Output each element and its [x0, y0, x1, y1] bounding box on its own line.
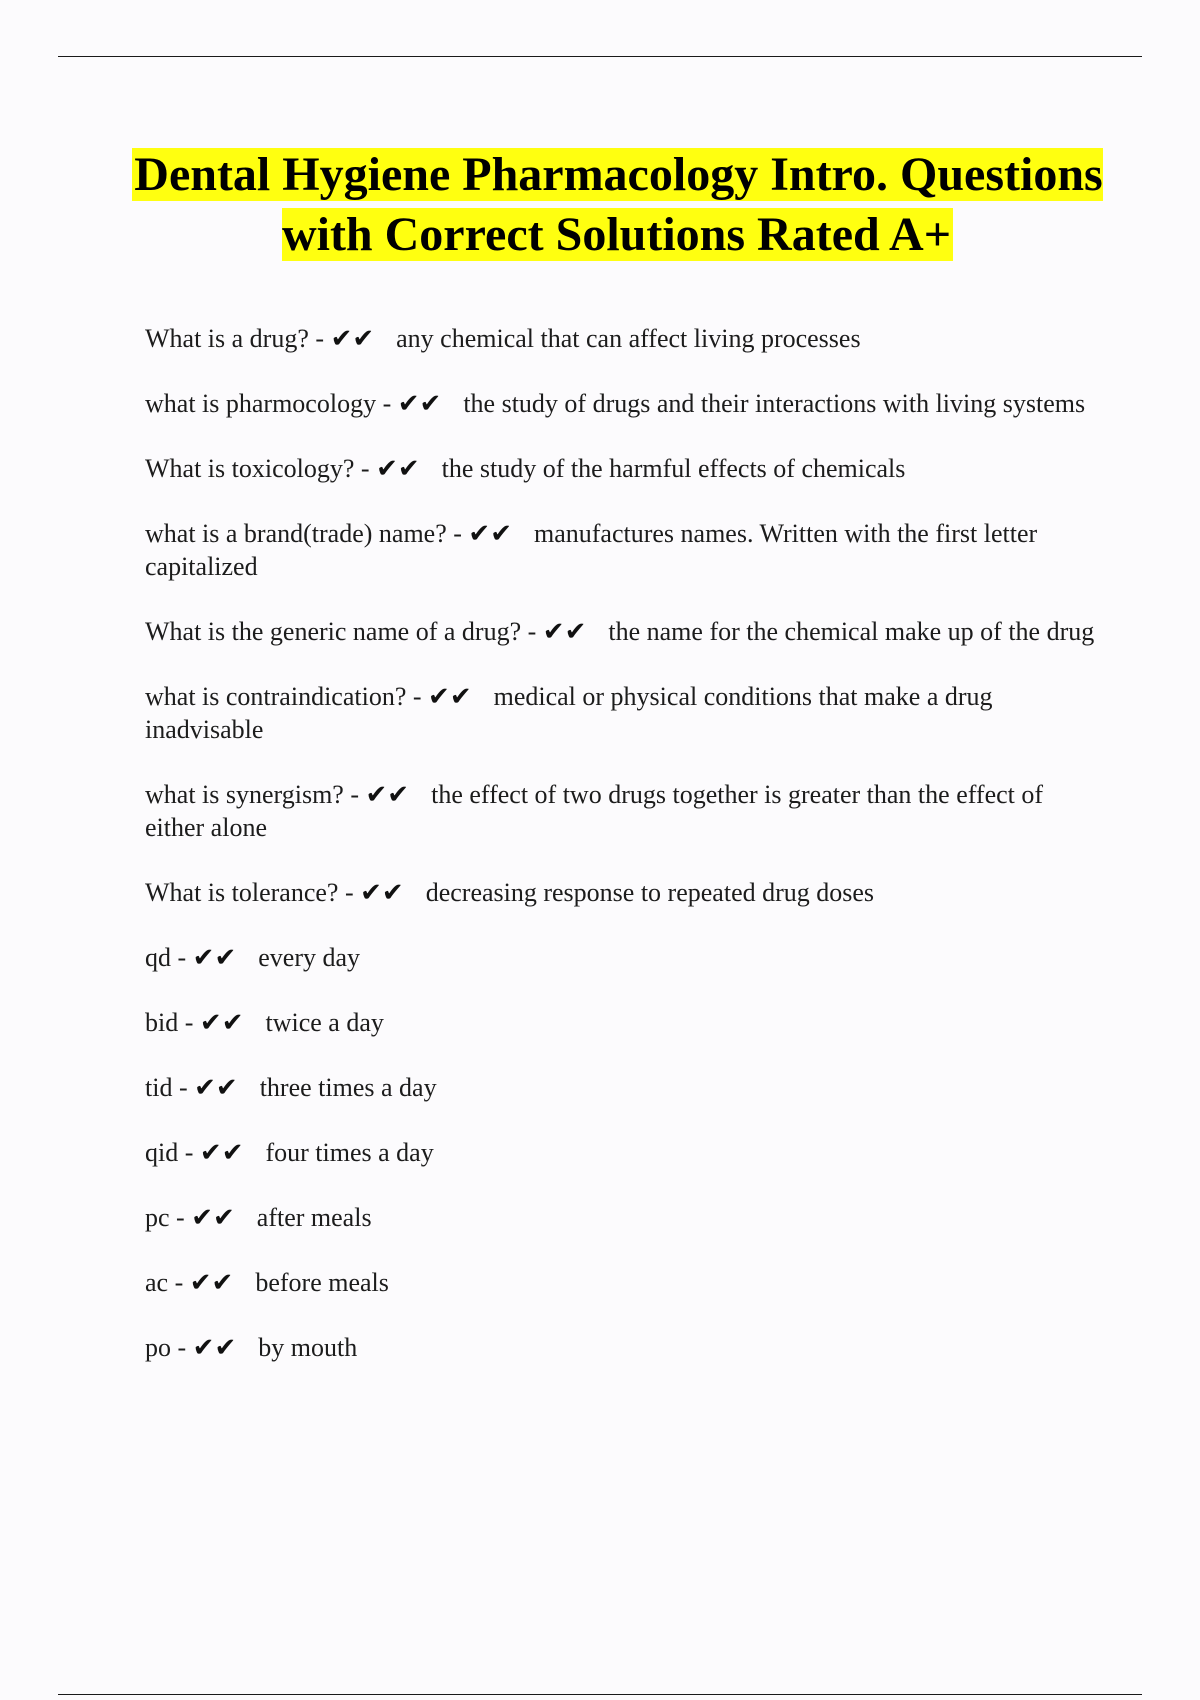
question-separator: - — [168, 1268, 190, 1297]
question-text: bid — [145, 1008, 179, 1037]
question-text: what is pharmocology — [145, 389, 377, 418]
qa-item — [145, 1136, 1095, 1169]
document-title-highlight: Dental Hygiene Pharmacology Intro. Questions with Correct Solutions Rated A+ — [134, 148, 1103, 261]
question-separator: - — [376, 389, 398, 418]
document-title — [130, 145, 1105, 265]
question-separator: - — [308, 324, 331, 353]
answer-text: the study of the harmful effects of chemicals — [441, 454, 906, 483]
qa-item — [145, 1201, 1095, 1234]
check-mark-icon: ✔✔ — [376, 454, 420, 483]
qa-item — [145, 322, 1095, 355]
qa-item — [145, 1266, 1095, 1299]
question-separator: - — [171, 1333, 193, 1362]
check-mark-icon: ✔✔ — [397, 389, 442, 418]
check-mark-icon: ✔✔ — [194, 1073, 238, 1102]
answer-text: decreasing response to repeated drug doses — [425, 878, 875, 907]
answer-text: any chemical that can affect living processes — [396, 324, 861, 353]
question-separator: - — [521, 617, 543, 646]
answer-text: the name for the chemical make up of the drug — [608, 617, 1095, 646]
answer-text: twice a day — [265, 1008, 384, 1037]
qa-list — [145, 322, 1095, 1396]
question-text: tid — [145, 1073, 173, 1102]
question-separator: - — [338, 878, 361, 907]
check-mark-icon: ✔✔ — [365, 780, 410, 809]
answer-text: by mouth — [258, 1333, 358, 1362]
question-text: What is a drug? — [145, 324, 309, 353]
question-separator: - — [169, 1203, 192, 1232]
question-separator: - — [171, 943, 193, 972]
answer-text: three times a day — [259, 1073, 437, 1102]
qa-item — [145, 876, 1095, 909]
qa-item — [145, 1071, 1095, 1104]
check-mark-icon: ✔✔ — [199, 1138, 244, 1167]
qa-item — [145, 1006, 1095, 1039]
question-separator: - — [172, 1073, 195, 1102]
qa-item — [145, 615, 1095, 648]
qa-item — [145, 680, 1095, 746]
question-text: ac — [145, 1268, 169, 1297]
check-mark-icon: ✔✔ — [360, 878, 404, 907]
answer-text: the effect of two drugs together is greater than the effect of either alone — [145, 780, 1044, 842]
question-separator: - — [354, 454, 377, 483]
answer-text: manufactures names. Written with the first letter capitalized — [145, 519, 1038, 581]
qa-item — [145, 778, 1095, 844]
check-mark-icon: ✔✔ — [189, 1268, 234, 1297]
question-text: what is synergism? — [145, 780, 344, 809]
qa-item — [145, 387, 1095, 420]
question-separator: - — [178, 1138, 200, 1167]
qa-item — [145, 941, 1095, 974]
check-mark-icon: ✔✔ — [191, 1203, 235, 1232]
question-separator: - — [178, 1008, 200, 1037]
question-text: What is the generic name of a drug? — [145, 617, 522, 646]
qa-item — [145, 517, 1095, 583]
question-text: what is a brand(trade) name? — [145, 519, 447, 548]
answer-text: after meals — [256, 1203, 372, 1232]
footer-rule — [58, 1694, 1142, 1695]
question-separator: - — [343, 780, 366, 809]
check-mark-icon: ✔✔ — [192, 1333, 237, 1362]
answer-text: four times a day — [265, 1138, 434, 1167]
answer-text: medical or physical conditions that make a drug inadvisable — [145, 682, 993, 744]
question-text: qid — [145, 1138, 179, 1167]
answer-text: before meals — [255, 1268, 389, 1297]
question-text: What is toxicology? — [145, 454, 355, 483]
check-mark-icon: ✔✔ — [468, 519, 512, 548]
qa-item — [145, 1331, 1095, 1364]
check-mark-icon: ✔✔ — [192, 943, 237, 972]
header-rule — [58, 56, 1142, 57]
check-mark-icon: ✔✔ — [542, 617, 587, 646]
question-text: What is tolerance? — [145, 878, 339, 907]
check-mark-icon: ✔✔ — [330, 324, 375, 353]
question-text: po — [145, 1333, 171, 1362]
question-text: what is contraindication? — [145, 682, 407, 711]
check-mark-icon: ✔✔ — [199, 1008, 244, 1037]
question-separator: - — [446, 519, 469, 548]
answer-text: every day — [258, 943, 361, 972]
check-mark-icon: ✔✔ — [428, 682, 472, 711]
answer-text: the study of drugs and their interactions with living systems — [463, 389, 1086, 418]
question-separator: - — [406, 682, 429, 711]
question-text: pc — [145, 1203, 170, 1232]
question-text: qd — [145, 943, 171, 972]
qa-item — [145, 452, 1095, 485]
